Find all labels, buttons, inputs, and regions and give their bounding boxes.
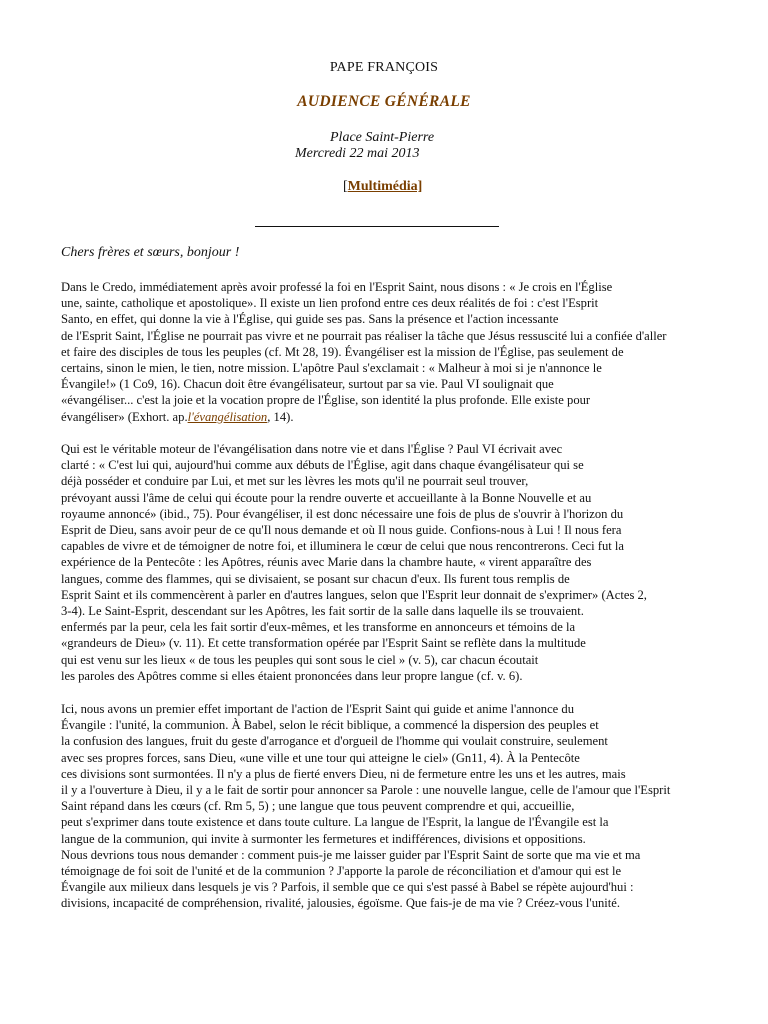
text-line: «grandeurs de Dieu» (v. 11). Et cette transformation opérée par l'Esprit Saint se reflète dans la multitude: [61, 636, 586, 651]
text-line: clarté : « C'est lui qui, aujourd'hui comme aux débuts de l'Église, agit dans chaque évangélisateur qui se: [61, 458, 584, 473]
text-line: langue de la communion, qui invite à surmonter les fermetures et indifférences, divisions et oppositions.: [61, 831, 586, 846]
text-line: Esprit de Dieu, sans avoir peur de ce qu'Il nous demande et où Il nous guide. Confions-nous à Lui ! Il nous fera: [61, 523, 622, 538]
text-line: de l'Esprit Saint, l'Église ne pourrait pas vivre et ne pourrait pas réaliser la tâche que Jésus ressuscité lui a confiée d'aller: [61, 328, 667, 343]
text-line: ces divisions sont surmontées. Il n'y a plus de fierté envers Dieu, ni de fermeture entre les uns et les autres, mais: [61, 766, 626, 781]
text-line: langues, comme des flammes, qui se divisaient, se posant sur chacun d'eux. Ils furent tous remplis de: [61, 571, 570, 586]
text-line: Ici, nous avons un premier effet important de l'action de l'Esprit Saint qui guide et anime l'annonce du: [61, 702, 574, 716]
text-line: prévoyant aussi l'âme de celui qui écoute pour la rendre ouverte et accueillante à la Bonne Nouvelle et au: [61, 490, 592, 505]
text-line: Santo, en effet, qui donne la vie à l'Église, qui guide ses pas. Sans la présence et l'action incessante: [61, 312, 559, 327]
greeting: Chers frères et sœurs, bonjour !: [61, 245, 240, 260]
text-line: Qui est le véritable moteur de l'évangélisation dans notre vie et dans l'Église ? Paul VI écrivait avec: [61, 442, 563, 456]
text-line: certains, sinon le mien, le tien, notre mission. L'apôtre Paul s'exclamait : « Malheur à moi si je n'annonce le: [61, 361, 602, 376]
text-line: témoignage de foi soit de l'unité et de la communion ? J'apporte la parole de réconciliation et d'amour qui est le: [61, 864, 622, 879]
text-line-with-link: [61, 409, 651, 425]
text-line: Évangile!» (1 Co9, 16). Chacun doit être évangélisateur, surtout par sa vie. Paul VI soulignait que: [61, 377, 554, 392]
text-line: royaume annoncé» (ibid., 75). Pour évangéliser, il est donc nécessaire une fois de plus de s'ouvrir à l'horizon du: [61, 506, 624, 521]
author-heading: PAPE FRANÇOIS: [329, 60, 439, 75]
text-line: déjà posséder et conduire par Lui, et met sur les lèvres les mots qu'il ne pourrait seul trouver,: [61, 474, 529, 489]
text-line: Évangile aux milieux dans lesquels je vis ? Parfois, il semble que ce qui s'est passé à Babel se répète aujourd'hui :: [61, 880, 634, 895]
text-line: enfermés par la peur, cela les fait sortir d'eux-mêmes, et les transforme en annonceurs et témoins de la: [61, 620, 576, 635]
text-line: Saint répand dans les cœurs (cf. Rm 5, 5) ; une langue que tous peuvent comprendre et qui, accueillie,: [61, 799, 575, 814]
text-line: les paroles des Apôtres comme si elles étaient prononcées dans leur propre langue (cf. v. 6).: [61, 668, 523, 683]
text-line: il y a l'ouverture à Dieu, il y a le fait de sortir pour annoncer sa Parole : une nouvelle langue, celle de l'amour que l'Esprit: [61, 783, 671, 798]
text-line: 3-4). Le Saint-Esprit, descendant sur les Apôtres, les fait sortir de la salle dans laquelle ils se trouvaient.: [61, 604, 584, 619]
text-line: «évangéliser... c'est la joie et la vocation propre de l'Église, son identité la plus profonde. Elle existe pour: [61, 393, 591, 408]
paragraph-2: [61, 441, 651, 684]
multimedia-line: [343, 179, 422, 195]
text-line: et faire des disciples de tous les peuples (cf. Mt 28, 19). Évangéliser est la mission de l'Église, pas seulement de: [61, 344, 624, 359]
paragraph-1: [61, 279, 667, 425]
text-line: expérience de la Pentecôte : les Apôtres, réunis avec Marie dans la chambre haute, « virent apparaître des: [61, 555, 592, 570]
multimedia-link[interactable]: Multimédia]: [347, 179, 423, 194]
location-line: Place Saint-Pierre: [330, 130, 435, 145]
text-line: Évangile : l'unité, la communion. À Babel, selon le récit biblique, a commencé la dispersion des peuples et: [61, 718, 599, 733]
horizontal-rule: [255, 226, 499, 227]
evangelisation-link[interactable]: l'évangélisation: [187, 409, 268, 424]
text-line: qui est venu sur les lieux « de tous les peuples qui sont sous le ciel » (v. 5), car chacun écoutait: [61, 652, 539, 667]
page-title: AUDIENCE GÉNÉRALE: [297, 93, 471, 110]
text-fragment: évangéliser» (Exhort. ap.: [61, 409, 188, 424]
text-line: Dans le Credo, immédiatement après avoir professé la foi en l'Esprit Saint, nous disons : « Je crois en l'Église: [61, 280, 613, 294]
multimedia-bracket: [: [343, 179, 348, 194]
text-line: capables de vivre et de témoigner de notre foi, et illuminera le cœur de celui que nous rencontrerons. Ceci fut la: [61, 539, 625, 554]
paragraph-3: [61, 701, 671, 912]
date-line: Mercredi 22 mai 2013: [295, 146, 420, 161]
text-line: Esprit Saint et ils commencèrent à parler en d'autres langues, selon que l'Esprit leur donnait de s'exprimer» (Actes 2,: [61, 587, 647, 602]
text-fragment: , 14).: [267, 409, 294, 424]
text-line: Nous devrions tous nous demander : comment puis-je me laisser guider par l'Esprit Saint de sorte que ma vie et ma: [61, 847, 641, 862]
text-line: divisions, incapacité de compréhension, rivalité, jalousies, égoïsme. Que fais-je de ma vie ? Créez-vous l'unité.: [61, 896, 621, 911]
text-line: avec ses propres forces, sans Dieu, «une ville et une tour qui atteigne le ciel» (Gn11, 4). À la Pentecôte: [61, 750, 580, 765]
text-line: une, sainte, catholique et apostolique». Il existe un lien profond entre ces deux réalités de foi : c'est l'Esprit: [61, 296, 599, 311]
text-line: la confusion des langues, fruit du geste d'arrogance et d'orgueil de l'homme qui voulait construire, seulement: [61, 734, 608, 749]
text-line: peut s'exprimer dans toute existence et dans toute culture. La langue de l'Esprit, la langue de l'Évangile est la: [61, 815, 609, 830]
